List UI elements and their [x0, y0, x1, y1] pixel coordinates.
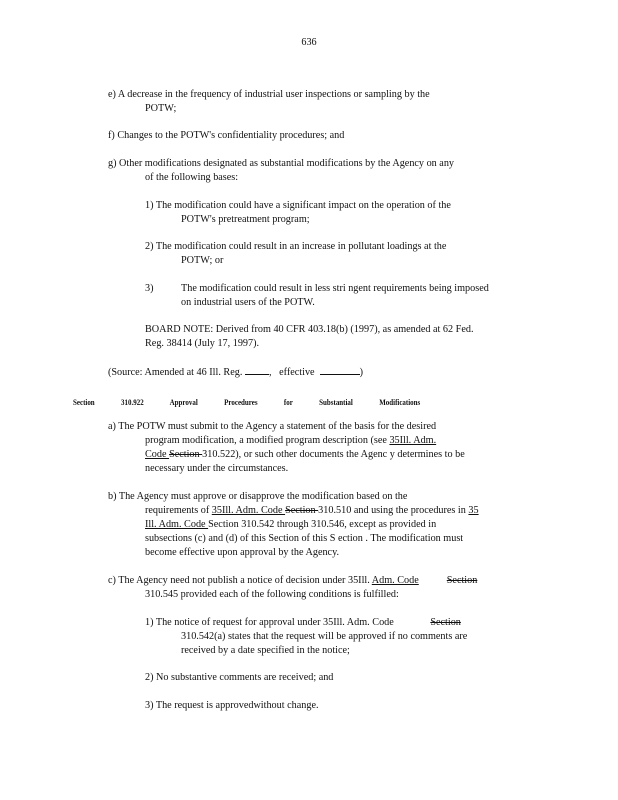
item-c1-line1-a: 1) The notice of request for approval under 35Ill. Adm. Code: [145, 617, 394, 628]
paragraph-b-line3-rest: Section 310.542 through 310.546, except as provided in: [208, 519, 437, 530]
paragraph-c-line1-struck: Section: [446, 575, 478, 586]
paragraph-b: [108, 490, 479, 560]
item-g2-line1: 2) The modification could result in an increase in pollutant loadings at the: [145, 241, 447, 252]
item-g-line1: g) Other modifications designated as substantial modifications by the Agency on any: [108, 158, 455, 169]
paragraph-a-line2: program modification, a modified program description (see: [145, 435, 390, 446]
item-c2-line1: 2) No substantive comments are received; and: [145, 672, 334, 683]
paragraph-b-line2-underlined-2: 35: [468, 505, 479, 516]
item-g-line2: of the following bases:: [145, 172, 239, 183]
paragraph-c-line1-a: c) The Agency need not publish a notice of decision under 35Ill.: [108, 575, 372, 586]
item-c1: [145, 616, 467, 658]
paragraph-b-line5: become effective upon approval by the Agency.: [145, 547, 340, 558]
item-e-line1: e) A decrease in the frequency of industrial user inspections or sampling by the: [108, 89, 430, 100]
source-lead: (Source: Amended at 46 Ill. Reg.: [108, 367, 243, 378]
paragraph-b-line2-struck: Section: [285, 505, 319, 516]
item-c1-line2: 310.542(a) states that the request will be approved if no comments are: [181, 631, 468, 642]
source-blank-1: [245, 365, 269, 375]
item-c1-line1-struck: Section: [430, 617, 461, 628]
section-word-1: Approval: [169, 397, 198, 407]
item-g2-line2: POTW; or: [181, 255, 224, 266]
paragraph-a-line3-underlined: Code: [145, 449, 170, 460]
item-g3-line2: on industrial users of the POTW.: [181, 297, 315, 308]
item-g1: [145, 199, 451, 227]
source-effective: effective: [279, 367, 315, 378]
item-c1-line3: received by a date specified in the notice;: [181, 645, 350, 656]
item-g3: [145, 282, 154, 296]
board-note: [145, 323, 474, 351]
item-g1-line2: POTW's pretreatment program;: [181, 214, 310, 225]
item-g2: [145, 240, 446, 268]
board-note-line2: Reg. 38414 (July 17, 1997).: [145, 338, 260, 349]
item-g: [108, 157, 454, 185]
item-g3-number: 3): [145, 283, 154, 294]
source-blank-2: [320, 365, 360, 375]
item-f-line1: f) Changes to the POTW's confidentiality procedures; and: [108, 130, 345, 141]
paragraph-b-line2-b: 310.510 and using the procedures in: [318, 505, 469, 516]
paragraph-a-line3-rest: 310.522), or such other documents the Agenc y determines to be: [202, 449, 465, 460]
paragraph-b-line4: subsections (c) and (d) of this Section of this S ection . The modification must: [145, 533, 464, 544]
item-c3: [145, 699, 319, 713]
paragraph-c-line2: 310.545 provided each of the following conditions is fulfilled:: [145, 589, 399, 600]
item-f: [108, 129, 344, 143]
paragraph-c-line1-underlined: Adm. Code: [371, 575, 419, 586]
section-number: 310.922: [121, 397, 144, 407]
source-comma: ,: [268, 367, 272, 378]
page-number: 636: [301, 37, 317, 48]
section-word-4: Substantial: [319, 397, 353, 407]
section-word-5: Modifications: [379, 397, 421, 407]
item-c2: [145, 671, 333, 685]
item-c3-line1: 3) The request is approvedwithout change.: [145, 700, 319, 711]
item-e: [108, 88, 430, 116]
section-heading: [73, 395, 445, 409]
paragraph-a-line1: a) The POTW must submit to the Agency a statement of the basis for the desired: [108, 421, 437, 432]
board-note-line1: BOARD NOTE: Derived from 40 CFR 403.18(b) (1997), as amended at 62 Fed.: [145, 324, 474, 335]
paragraph-a-line4: necessary under the circumstances.: [145, 463, 289, 474]
paragraph-b-line2-underlined: 35Ill. Adm. Code: [211, 505, 286, 516]
paragraph-b-line3-underlined: Ill. Adm. Code: [145, 519, 209, 530]
section-word-2: Procedures: [224, 397, 258, 407]
item-g1-line1: 1) The modification could have a significant impact on the operation of the: [145, 200, 451, 211]
item-g3-text: [181, 282, 489, 310]
paragraph-a-line2-underlined: 35Ill. Adm.: [389, 435, 437, 446]
paragraph-a: [108, 420, 465, 476]
item-g3-line1: The modification could result in less stri ngent requirements being imposed: [181, 283, 489, 294]
paragraph-a-line3-struck: Section: [169, 449, 203, 460]
paragraph-c: [108, 574, 477, 602]
paragraph-b-line2-a: requirements of: [145, 505, 212, 516]
item-e-line2: POTW;: [145, 103, 177, 114]
paragraph-b-line1: b) The Agency must approve or disapprove the modification based on the: [108, 491, 408, 502]
source-note: [108, 365, 363, 380]
section-word-3: for: [283, 397, 293, 407]
source-close: ): [359, 367, 364, 378]
section-label: Section: [73, 397, 95, 407]
